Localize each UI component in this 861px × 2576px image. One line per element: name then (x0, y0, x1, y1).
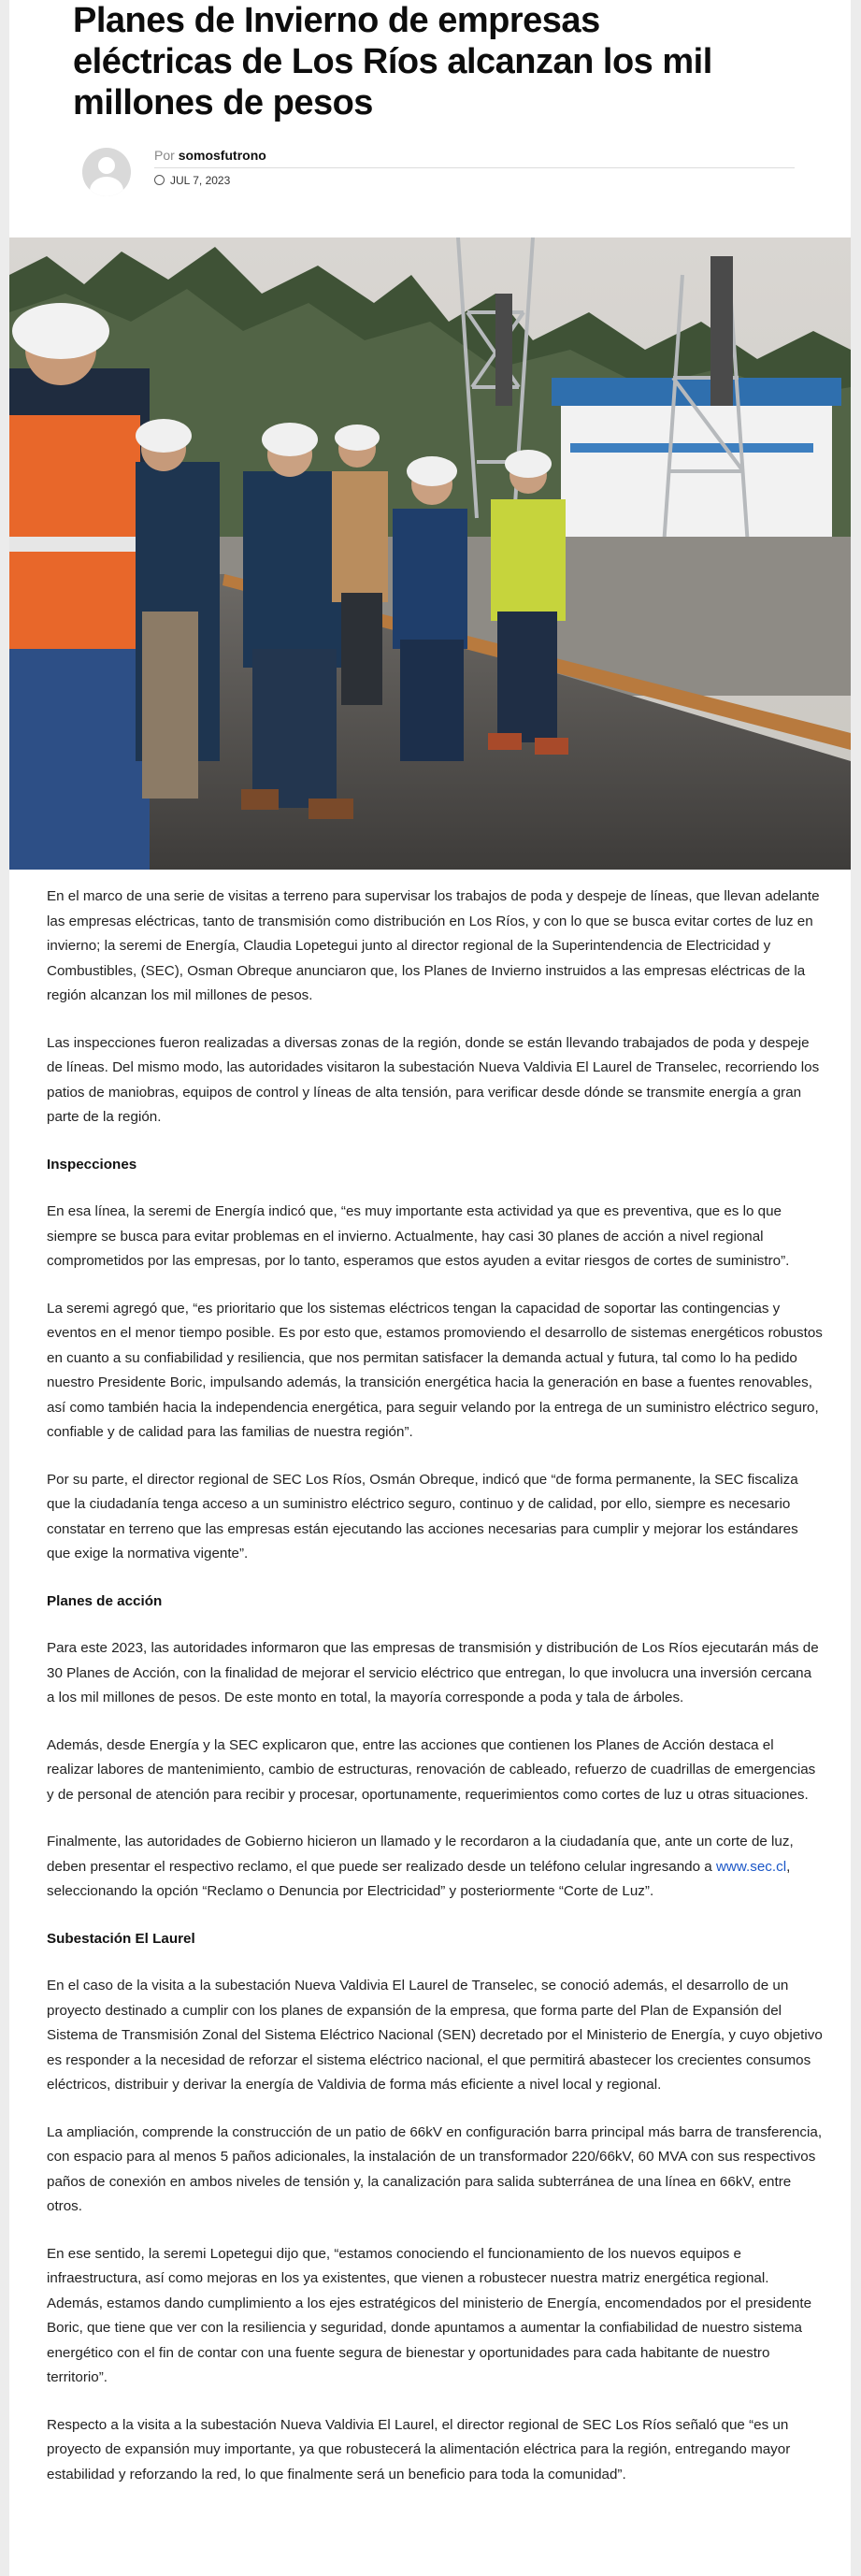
paragraph-9: En el caso de la visita a la subestación Nueva Valdivia El Laurel de Transelec, se conoció además, el desarrollo de un proyecto destinado a cumplir con los planes de expansión de la empresa, que forma parte del Plan de Expansión del Sistema de Transmisión Zonal del Sistema Eléctrico Nacional (SEN) decretado por el Ministerio de Energía, y cuyo objetivo es responder a la necesidad de reforzar el sistema eléctrico nacional, el que permitirá abastecer los crecientes consumos eléctricos, distribuir y derivar la energía de Valdivia de forma más eficiente a nivel local y regional. (47, 1978, 823, 2093)
post-date (154, 174, 230, 187)
paragraph-6: Para este 2023, las autoridades informaron que las empresas de transmisión y distribución de Los Ríos ejecutarán más de 30 Planes de Acción, con la finalidad de mejorar el servicio eléctrico que entregan, lo que involucra una inversión cercana a los mil millones de pesos. De este monto en total, la mayoría corresponde a poda y tala de árboles. (47, 1640, 819, 1705)
paragraph-8-text-end: , seleccionando la opción “Reclamo o Denuncia por Electricidad” y posteriormente “Corte de Luz”. (47, 1858, 791, 1899)
heading-inspecciones: Inspecciones (47, 1156, 137, 1173)
paragraph-7: Además, desde Energía y la SEC explicaron que, entre las acciones que contienen los Planes de Acción destaca el realizar labores de mantenimiento, cambio de estructuras, renovación de cableado, refuerzo de cuadrillas de emergencias y de personal de atención para recibir y procesar, oportunamente, requerimientos como cortes de luz u otras situaciones. (47, 1736, 816, 1803)
avatar-body-shape (90, 177, 123, 196)
heading-planes-de-accion: Planes de acción (47, 1592, 163, 1609)
article-page (9, 0, 851, 2576)
post-date-text: JUL 7, 2023 (170, 174, 231, 187)
heading-subestacion-el-laurel: Subestación El Laurel (47, 1930, 195, 1947)
paragraph-8 (47, 1830, 823, 1905)
meta-divider (154, 167, 795, 168)
article-title: Planes de Invierno de empresas eléctricas de Los Ríos alcanzan los mil millones de pesos (73, 1, 712, 122)
paragraph-3: En esa línea, la seremi de Energía indicó que, “es muy importante esta actividad ya que es preventiva, que es lo que siempre se busca para evitar problemas en el invierno. Actualmente, hay casi 30 planes de acción a nivel regional comprometidos por las empresas, por lo tanto, esperamos que estos ayuden a evitar riesgos de cortes de suministro”. (47, 1203, 790, 1269)
paragraph-4: La seremi agregó que, “es prioritario que los sistemas eléctricos tengan la capacidad de soportar las contingencias y eventos en el menor tiempo posible. Es por esto que, estamos promoviendo el desarrollo de sistemas energéticos robustos en cuanto a su confiabilidad y resiliencia, que nos permitan satisfacer la demanda actual y futura, tal como lo ha pedido nuestro Presidente Boric, impulsando además, la transición energética hacia la generación en base a fuentes renovables, así como también hacia la independencia energética, para seguir velando por la entrega de un suministro eléctrico seguro, confiable y de calidad para las familias de nuestra región”. (47, 1300, 823, 1440)
author-avatar[interactable] (82, 148, 131, 196)
paragraph-10: La ampliación, comprende la construcción de un patio de 66kV en configuración barra principal más barra de transferencia, con espacio para al menos 5 paños adicionales, la instalación de un transformador 220/66kV, 60 MVA con sus respectivos paños de conexión en ambos niveles de tensión y, la canalización para salida subterránea de una línea en 66kV, entre otros. (47, 2123, 823, 2214)
substation-visit-photo (9, 237, 851, 870)
byline-prefix: Por (154, 148, 175, 163)
featured-image (9, 237, 851, 870)
article-body (47, 885, 823, 2510)
paragraph-12: Respecto a la visita a la subestación Nueva Valdivia El Laurel, el director regional de SEC Los Ríos señaló que “es un proyecto de expansión muy importante, ya que robustecerá la alimentación eléctrica para la región, entregando mayor estabilidad y reforzando la red, lo que finalmente será un beneficio para toda la comunidad”. (47, 2416, 791, 2482)
article-meta (73, 148, 795, 200)
paragraph-8-text-start: Finalmente, las autoridades de Gobierno hicieron un llamado y le recordaron a la ciudadanía que, ante un corte de luz, deben presentar el respectivo reclamo, el que puede ser realizado desde un teléfono celular ingresando a (47, 1834, 794, 1875)
author-link[interactable]: somosfutrono (178, 148, 266, 163)
paragraph-11: En ese sentido, la seremi Lopetegui dijo que, “estamos conociendo el funcionamiento de los nuevos equipos e infraestructura, así como mejoras en los ya existentes, que vienen a robustecer nuestra matriz energética regional. Además, estamos dando cumplimiento a los ejes estratégicos del ministerio de Energía, encomendados por el presidente Boric, que tiene que ver con la resiliencia y seguridad, donde apuntamos a aumentar la confiabilidad de nuestro sistema energético con el fin de contar con una fuente segura de bienestar y oportunidades para cada habitante de nuestro territorio”. (47, 2245, 812, 2385)
paragraph-1: En el marco de una serie de visitas a terreno para supervisar los trabajos de poda y despeje de líneas, que llevan adelante las empresas eléctricas, tanto de transmisión como distribución en Los Ríos, y con lo que se busca evitar cortes de luz en invierno; la seremi de Energía, Claudia Lopetegui junto al director regional de la Superintendencia de Electricidad y Combustibles, (SEC), Osman Obreque anunciaron que, los Planes de Invierno instruidos a las empresas eléctricas de la región alcanzan los mil millones de pesos. (47, 888, 820, 1003)
paragraph-5: Por su parte, el director regional de SEC Los Ríos, Osmán Obreque, indicó que “de forma permanente, la SEC fiscaliza que la ciudadanía tenga acceso a un suministro eléctrico seguro, continuo y de calidad, por ello, siempre es necesario constatar en terreno que las empresas están ejecutando las acciones necesarias para cumplir y mejorar los estándares que exige la normativa vigente”. (47, 1471, 798, 1561)
paragraph-2: Las inspecciones fueron realizadas a diversas zonas de la región, donde se están llevando trabajados de poda y despeje de líneas. Del mismo modo, las autoridades visitaron la subestación Nueva Valdivia El Laurel de Transelec, recorriendo los patios de maniobras, equipos de control y líneas de alta tensión, para verificar desde dónde se transmite energía a gran parte de la región. (47, 1034, 820, 1125)
byline (154, 148, 266, 163)
sec-website-link[interactable]: www.sec.cl (715, 1858, 787, 1875)
avatar-head-shape (98, 157, 115, 174)
clock-icon (154, 175, 165, 185)
